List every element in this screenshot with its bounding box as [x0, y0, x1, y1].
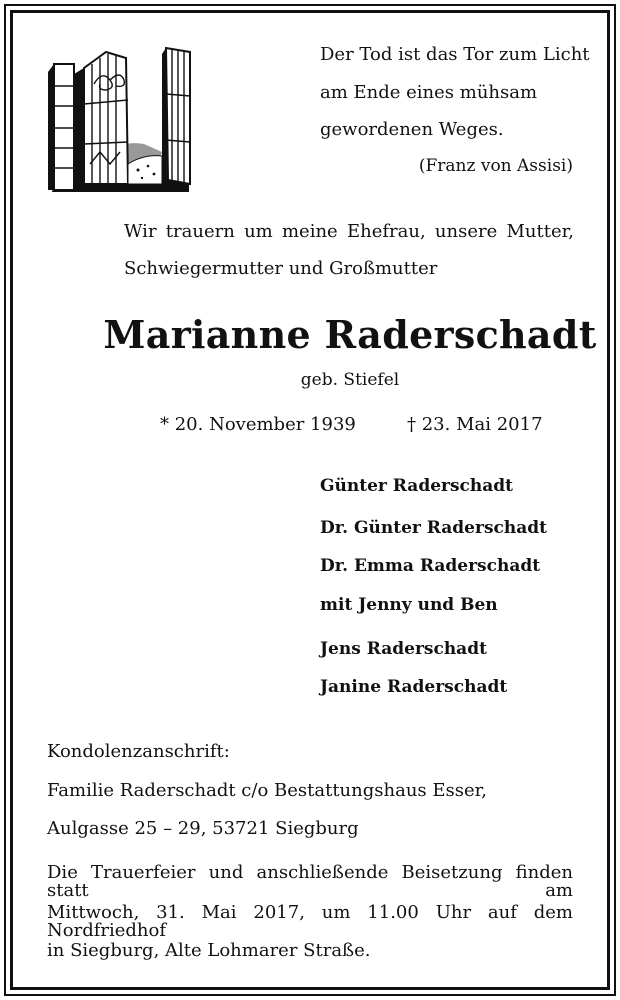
condolence-address: Familie Raderschadt c/o Bestattungshaus Esser,: [47, 780, 487, 801]
quote-line: Der Tod ist das Tor zum Licht: [320, 44, 590, 65]
mourner-name: Jens Raderschadt: [320, 639, 487, 659]
quote-line: am Ende eines mühsam: [320, 82, 538, 103]
service-line: Mittwoch, 31. Mai 2017, um 11.00 Uhr auf dem Nordfriedhof: [47, 902, 573, 941]
intro-line: Wir trauern um meine Ehefrau, unsere Mutter,: [124, 221, 574, 242]
mourner-name: Janine Raderschadt: [320, 677, 508, 697]
deceased-name: Marianne Raderschadt: [103, 312, 597, 357]
quote-line: gewordenen Weges.: [320, 119, 504, 140]
condolence-address: Aulgasse 25 – 29, 53721 Siegburg: [47, 818, 359, 839]
quote-attribution: (Franz von Assisi): [418, 156, 573, 176]
intro-line: Schwiegermutter und Großmutter: [124, 258, 438, 279]
birth-name: geb. Stiefel: [300, 370, 400, 390]
condolence-heading: Kondolenzanschrift:: [47, 741, 230, 762]
mourner-name: Dr. Günter Raderschadt: [320, 518, 547, 538]
mourner-name: mit Jenny und Ben: [320, 595, 498, 615]
mourner-name: Dr. Emma Raderschadt: [320, 556, 541, 576]
mourner-name: Günter Raderschadt: [320, 476, 514, 496]
death-date: † 23. Mai 2017: [407, 414, 543, 435]
service-line: Die Trauerfeier und anschließende Beisetzung finden statt am: [47, 862, 573, 901]
birth-date: * 20. November 1939: [160, 414, 356, 435]
service-line: in Siegburg, Alte Lohmarer Straße.: [47, 940, 371, 961]
open-gate-icon: [44, 44, 194, 192]
